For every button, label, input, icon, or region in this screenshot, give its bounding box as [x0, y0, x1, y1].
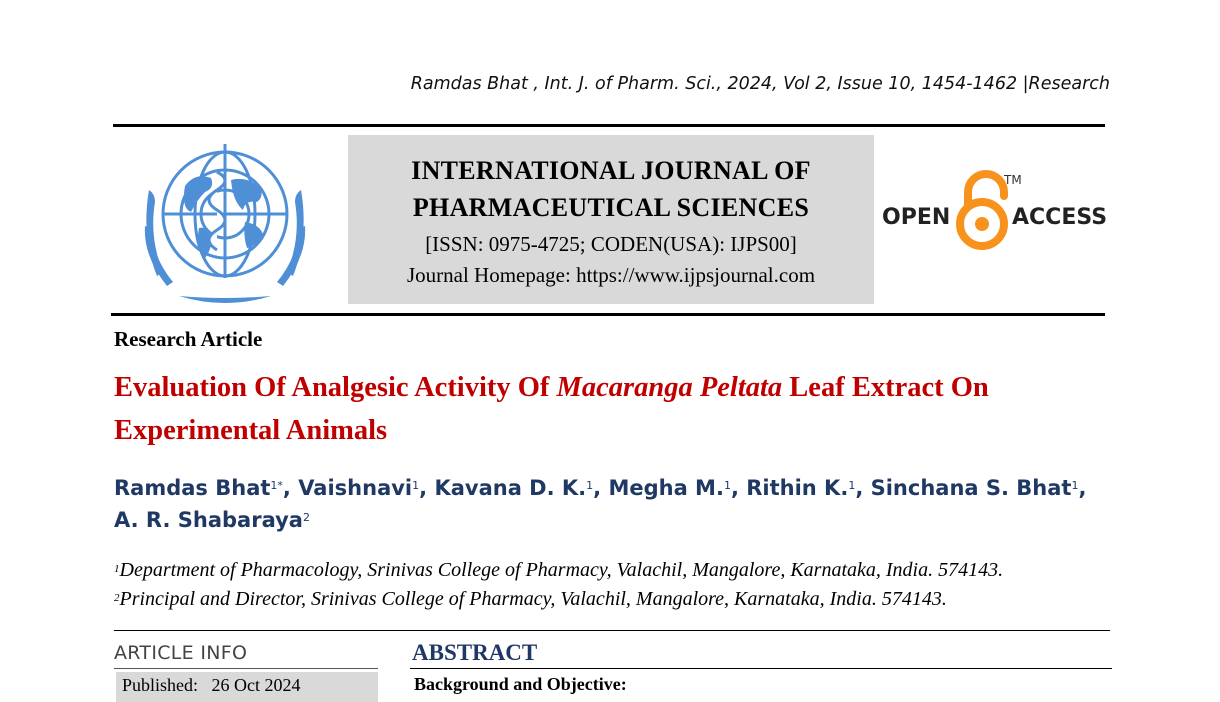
affiliation-divider — [114, 630, 1110, 631]
abstract-rule — [410, 668, 1112, 669]
article-info-heading: ARTICLE INFO — [114, 642, 248, 664]
abstract-heading: ABSTRACT — [412, 640, 538, 665]
title-species: Macaranga Peltata — [556, 372, 783, 403]
header-bottom-rule — [111, 313, 1105, 316]
author[interactable]: Vaishnavi$^1$ — [298, 476, 420, 500]
journal-name-line2: PHARMACEUTICAL SCIENCES — [412, 193, 810, 222]
open-access-tm: TM — [1004, 173, 1022, 187]
author[interactable]: Kavana D. K.$^1$ — [434, 476, 594, 500]
author[interactable]: Rithin K.$^1$ — [746, 476, 856, 500]
journal-name-line1: INTERNATIONAL JOURNAL OF — [411, 156, 811, 185]
affiliation: $^1$Department of Pharmacology, Srinivas College of Pharmacy, Valachil, Mangalore, Karnataka, India. 574143. — [114, 559, 1004, 581]
title-part1: Evaluation Of Analgesic Activity Of — [114, 372, 557, 403]
author[interactable]: A. R. Shabaraya$^2$ — [114, 508, 310, 532]
author[interactable]: Sinchana S. Bhat$^1$ — [870, 476, 1079, 500]
open-access-access-text: ACCESS — [1012, 205, 1108, 230]
author-list: Ramdas Bhat$^{1*}$, Vaishnavi$^1$, Kavana D. K.$^1$, Megha M.$^1$, Rithin K.$^1$, Sinchana S. Bhat$^1$, A. R. Shabaraya$^2$ — [114, 476, 1087, 532]
published-date: 26 Oct 2024 — [211, 675, 301, 695]
open-lock-keyhole-icon — [975, 217, 989, 231]
article-title — [114, 366, 1114, 452]
article-info-rule — [114, 668, 378, 669]
abstract-section-heading: Background and Objective: — [414, 674, 627, 694]
published-date-box — [116, 672, 378, 702]
article-type: Research Article — [114, 327, 263, 351]
open-access-logo — [880, 168, 1110, 254]
header-top-rule — [113, 124, 1105, 127]
published-label: Published: — [122, 675, 199, 695]
author[interactable]: Ramdas Bhat$^{1*}$ — [114, 476, 283, 500]
journal-issn: [ISSN: 0975-4725; CODEN(USA): IJPS00] — [425, 232, 797, 256]
journal-homepage-link[interactable]: Journal Homepage: https://www.ijpsjournal.com — [406, 263, 816, 287]
title-part2: Leaf Extract On Experimental Animals — [114, 372, 989, 446]
open-access-open-text: OPEN — [882, 205, 951, 230]
author[interactable]: Megha M.$^1$ — [608, 476, 731, 500]
affiliation: $^2$Principal and Director, Srinivas College of Pharmacy, Valachil, Mangalore, Karnataka, India. 574143. — [114, 588, 947, 610]
running-header: Ramdas Bhat , Int. J. of Pharm. Sci., 2024, Vol 2, Issue 10, 1454-1462 |Research — [410, 74, 1110, 94]
journal-banner — [348, 135, 874, 304]
journal-emblem-logo — [127, 136, 327, 306]
